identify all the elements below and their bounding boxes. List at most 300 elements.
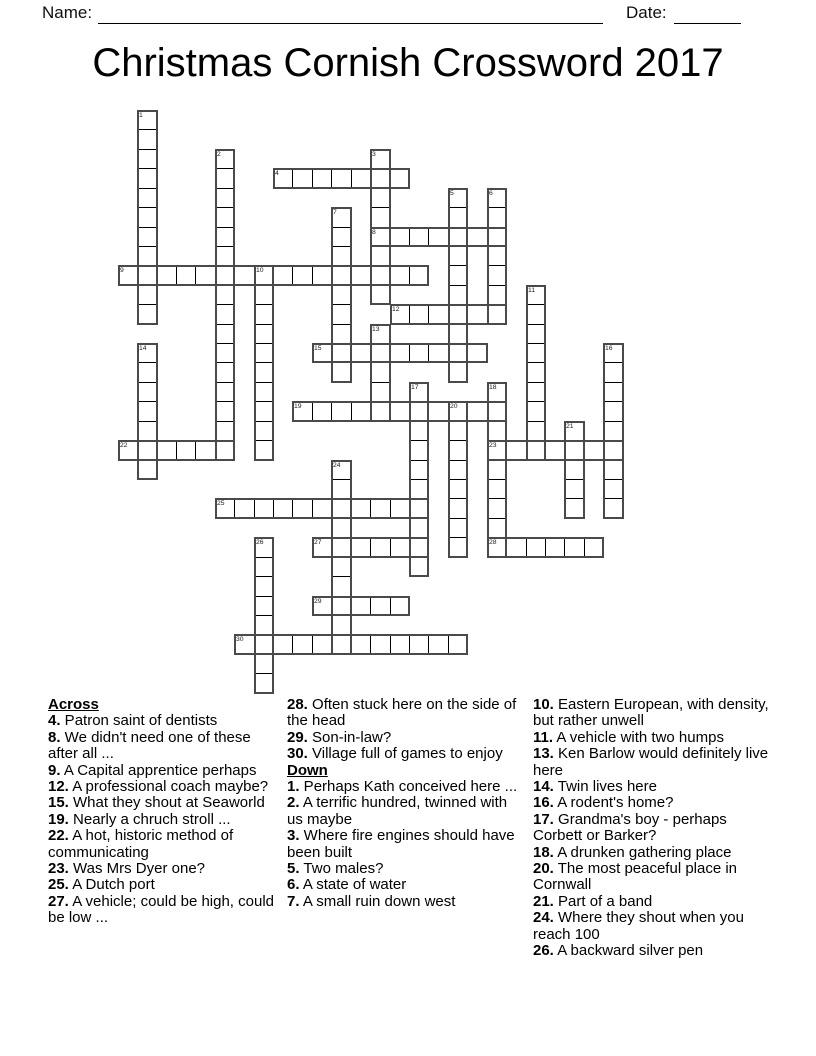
- grid-cell[interactable]: [545, 440, 565, 461]
- clue-number: 17.: [533, 810, 554, 828]
- clue-number: 9.: [48, 761, 61, 779]
- grid-cell[interactable]: [254, 576, 274, 597]
- grid-cell[interactable]: [390, 265, 410, 286]
- grid-cell[interactable]: [118, 265, 138, 286]
- cell-number: 16: [605, 345, 613, 352]
- grid-cell[interactable]: [467, 304, 488, 325]
- grid-cell[interactable]: [137, 362, 158, 383]
- grid-cell[interactable]: [215, 265, 235, 286]
- grid-cell[interactable]: [215, 382, 235, 402]
- grid-cell[interactable]: [312, 401, 332, 422]
- grid-cell[interactable]: [215, 421, 235, 441]
- clue-number: 13.: [533, 745, 554, 763]
- grid-cell[interactable]: [137, 129, 158, 150]
- grid-cell[interactable]: [234, 265, 255, 286]
- grid-cell[interactable]: [564, 479, 585, 499]
- clue-number: 22.: [48, 827, 69, 845]
- grid-cell[interactable]: [370, 401, 391, 422]
- grid-cell[interactable]: [234, 634, 255, 655]
- grid-cell[interactable]: [137, 265, 158, 286]
- grid-cell[interactable]: [428, 634, 449, 655]
- grid-cell[interactable]: [370, 537, 391, 558]
- grid-cell[interactable]: [428, 227, 449, 247]
- grid-cell[interactable]: [312, 168, 332, 189]
- grid-cell[interactable]: [331, 401, 352, 422]
- clue-number: 24.: [533, 909, 554, 927]
- grid-cell[interactable]: [331, 265, 352, 286]
- grid-cell[interactable]: [254, 304, 274, 325]
- grid-cell[interactable]: [137, 421, 158, 441]
- name-label: Name:: [42, 3, 93, 22]
- grid-cell[interactable]: [584, 537, 604, 558]
- clue-across-8: [48, 730, 282, 763]
- grid-cell[interactable]: [448, 227, 468, 247]
- clue-text: Grandma's boy - perhaps Corbett or Barker?: [533, 810, 727, 845]
- grid-cell[interactable]: [448, 343, 468, 363]
- grid-cell[interactable]: [137, 227, 158, 247]
- grid-cell[interactable]: [254, 537, 274, 558]
- grid-cell[interactable]: [487, 518, 507, 538]
- grid-cell[interactable]: [137, 440, 158, 461]
- grid-cell[interactable]: [390, 537, 410, 558]
- cell-number: 17: [411, 384, 419, 391]
- grid-cell[interactable]: [351, 343, 371, 363]
- clue-number: 27.: [48, 892, 69, 910]
- grid-cell[interactable]: [331, 324, 352, 344]
- grid-cell[interactable]: [312, 596, 332, 616]
- clue-number: 1.: [287, 778, 300, 796]
- grid-cell[interactable]: [603, 421, 624, 441]
- grid-cell[interactable]: [254, 421, 274, 441]
- grid-cell[interactable]: [487, 227, 507, 247]
- clue-number: 11.: [533, 728, 554, 746]
- clue-number: 20.: [533, 860, 554, 878]
- grid-cell[interactable]: [448, 421, 468, 441]
- grid-cell[interactable]: [215, 207, 235, 228]
- clue-number: 14.: [533, 778, 554, 796]
- grid-cell[interactable]: [467, 401, 488, 422]
- cell-number: 14: [139, 345, 147, 352]
- cell-number: 19: [294, 403, 302, 410]
- grid-cell[interactable]: [487, 460, 507, 480]
- grid-cell[interactable]: [254, 285, 274, 305]
- grid-cell[interactable]: [254, 324, 274, 344]
- grid-cell[interactable]: [409, 265, 429, 286]
- grid-cell[interactable]: [603, 479, 624, 499]
- grid-cell[interactable]: [254, 673, 274, 694]
- grid-cell[interactable]: [351, 401, 371, 422]
- grid-cell[interactable]: [545, 537, 565, 558]
- grid-cell[interactable]: [331, 304, 352, 325]
- clue-text: A vehicle with two humps: [553, 728, 724, 746]
- grid-cell[interactable]: [215, 304, 235, 325]
- grid-cell[interactable]: [331, 285, 352, 305]
- grid-cell[interactable]: [195, 265, 216, 286]
- grid-cell[interactable]: [215, 149, 235, 169]
- grid-cell[interactable]: [215, 362, 235, 383]
- grid-cell[interactable]: [409, 343, 429, 363]
- grid-cell[interactable]: [351, 596, 371, 616]
- clue-number: 12.: [48, 778, 69, 796]
- grid-cell[interactable]: [448, 207, 468, 228]
- clue-down-6: [287, 877, 521, 893]
- grid-cell[interactable]: [448, 440, 468, 461]
- grid-cell[interactable]: [137, 343, 158, 363]
- down-heading: Down: [287, 761, 328, 779]
- cell-number: 2: [217, 151, 221, 158]
- grid-cell[interactable]: [273, 498, 293, 519]
- grid-cell[interactable]: [390, 343, 410, 363]
- grid-cell[interactable]: [487, 188, 507, 208]
- clue-number: 30.: [287, 745, 308, 763]
- clue-number: 7.: [287, 892, 300, 910]
- clue-across-30: [287, 746, 521, 762]
- clue-number: 25.: [48, 876, 69, 894]
- grid-cell[interactable]: [370, 227, 391, 247]
- grid-cell[interactable]: [312, 537, 332, 558]
- clue-text: Twin lives here: [553, 778, 657, 796]
- date-label: Date:: [626, 3, 667, 22]
- grid-cell[interactable]: [448, 460, 468, 480]
- grid-cell[interactable]: [254, 634, 274, 655]
- clue-text: Part of a band: [553, 892, 653, 910]
- grid-cell[interactable]: [292, 168, 313, 189]
- grid-cell[interactable]: [390, 634, 410, 655]
- grid-cell[interactable]: [254, 596, 274, 616]
- grid-cell[interactable]: [526, 304, 546, 325]
- clue-number: 3.: [287, 827, 300, 845]
- grid-cell[interactable]: [390, 227, 410, 247]
- grid-cell[interactable]: [292, 634, 313, 655]
- grid-cell[interactable]: [254, 440, 274, 461]
- grid-cell[interactable]: [157, 440, 177, 461]
- grid-cell[interactable]: [603, 460, 624, 480]
- grid-cell[interactable]: [215, 440, 235, 461]
- grid-cell[interactable]: [564, 537, 585, 558]
- grid-cell[interactable]: [331, 362, 352, 383]
- grid-cell[interactable]: [215, 246, 235, 266]
- grid-cell[interactable]: [331, 168, 352, 189]
- clue-down-24: [533, 910, 773, 943]
- cell-number: 13: [372, 326, 380, 333]
- grid-cell[interactable]: [448, 324, 468, 344]
- clue-text: The most peaceful place in Cornwall: [533, 860, 738, 894]
- grid-cell[interactable]: [603, 498, 624, 519]
- grid-cell[interactable]: [331, 246, 352, 266]
- grid-cell[interactable]: [370, 168, 391, 189]
- clue-number: 19.: [48, 810, 69, 828]
- grid-cell[interactable]: [390, 168, 410, 189]
- clue-text: Two males?: [299, 860, 384, 878]
- grid-cell[interactable]: [603, 343, 624, 363]
- grid-cell[interactable]: [254, 343, 274, 363]
- grid-cell[interactable]: [526, 362, 546, 383]
- clue-across-15: [48, 795, 282, 811]
- grid-cell[interactable]: [448, 246, 468, 266]
- grid-cell[interactable]: [526, 440, 546, 461]
- grid-cell[interactable]: [390, 498, 410, 519]
- grid-cell[interactable]: [331, 615, 352, 635]
- cell-number: 15: [314, 345, 322, 352]
- grid-cell[interactable]: [273, 634, 293, 655]
- grid-cell[interactable]: [331, 596, 352, 616]
- grid-cell[interactable]: [331, 460, 352, 480]
- clue-down-2: [287, 795, 521, 828]
- grid-cell[interactable]: [487, 265, 507, 286]
- grid-cell[interactable]: [351, 498, 371, 519]
- grid-cell[interactable]: [273, 168, 293, 189]
- grid-cell[interactable]: [351, 634, 371, 655]
- cell-number: 10: [256, 267, 264, 274]
- grid-cell[interactable]: [215, 285, 235, 305]
- grid-cell[interactable]: [234, 498, 255, 519]
- grid-cell[interactable]: [448, 285, 468, 305]
- grid-cell[interactable]: [409, 479, 429, 499]
- grid-cell[interactable]: [526, 324, 546, 344]
- cell-number: 12: [392, 306, 400, 313]
- grid-cell[interactable]: [370, 324, 391, 344]
- grid-cell[interactable]: [118, 440, 138, 461]
- grid-cell[interactable]: [370, 634, 391, 655]
- grid-cell[interactable]: [351, 265, 371, 286]
- grid-cell[interactable]: [487, 246, 507, 266]
- grid-cell[interactable]: [487, 421, 507, 441]
- grid-cell[interactable]: [254, 498, 274, 519]
- grid-cell[interactable]: [370, 149, 391, 169]
- grid-cell[interactable]: [331, 227, 352, 247]
- clue-text: A state of water: [299, 876, 407, 894]
- grid-cell[interactable]: [409, 304, 429, 325]
- grid-cell[interactable]: [526, 421, 546, 441]
- grid-cell[interactable]: [370, 207, 391, 228]
- grid-cell[interactable]: [487, 382, 507, 402]
- grid-cell[interactable]: [448, 401, 468, 422]
- cell-number: 30: [236, 636, 244, 643]
- grid-cell[interactable]: [137, 188, 158, 208]
- cell-number: 1: [139, 112, 143, 119]
- grid-cell[interactable]: [351, 168, 371, 189]
- grid-cell[interactable]: [370, 596, 391, 616]
- clue-text: A Dutch port: [68, 876, 155, 894]
- grid-cell[interactable]: [292, 401, 313, 422]
- grid-cell[interactable]: [331, 343, 352, 363]
- clue-text: A vehicle; could be high, could be low ...: [48, 892, 275, 927]
- grid-cell[interactable]: [254, 401, 274, 422]
- grid-cell[interactable]: [467, 227, 488, 247]
- grid-cell[interactable]: [331, 479, 352, 499]
- grid-cell[interactable]: [564, 460, 585, 480]
- grid-cell[interactable]: [254, 265, 274, 286]
- grid-cell[interactable]: [603, 440, 624, 461]
- grid-cell[interactable]: [487, 207, 507, 228]
- clue-text: A Capital apprentice perhaps: [60, 761, 257, 779]
- grid-cell[interactable]: [409, 440, 429, 461]
- clue-number: 23.: [48, 860, 69, 878]
- grid-cell[interactable]: [331, 498, 352, 519]
- grid-cell[interactable]: [157, 265, 177, 286]
- grid-cell[interactable]: [273, 265, 293, 286]
- grid-cell[interactable]: [428, 304, 449, 325]
- grid-cell[interactable]: [137, 285, 158, 305]
- grid-cell[interactable]: [254, 362, 274, 383]
- grid-cell[interactable]: [331, 518, 352, 538]
- grid-cell[interactable]: [176, 440, 196, 461]
- clue-down-14: [533, 779, 773, 795]
- grid-cell[interactable]: [409, 557, 429, 577]
- grid-cell[interactable]: [254, 615, 274, 635]
- grid-cell[interactable]: [448, 498, 468, 519]
- grid-cell[interactable]: [603, 382, 624, 402]
- grid-cell[interactable]: [487, 401, 507, 422]
- grid-cell[interactable]: [215, 168, 235, 189]
- grid-cell[interactable]: [215, 188, 235, 208]
- clues-column-3: [533, 697, 773, 960]
- grid-cell[interactable]: [331, 207, 352, 228]
- grid-cell[interactable]: [312, 498, 332, 519]
- grid-cell[interactable]: [370, 188, 391, 208]
- clue-down-5: [287, 861, 521, 877]
- grid-cell[interactable]: [370, 498, 391, 519]
- clue-across-28: [287, 697, 521, 730]
- grid-cell[interactable]: [564, 498, 585, 519]
- clue-text: Son-in-law?: [307, 728, 392, 746]
- grid-cell[interactable]: [428, 343, 449, 363]
- grid-cell[interactable]: [312, 265, 332, 286]
- grid-cell[interactable]: [137, 401, 158, 422]
- grid-cell[interactable]: [137, 460, 158, 480]
- grid-cell[interactable]: [487, 498, 507, 519]
- grid-cell[interactable]: [390, 304, 410, 325]
- grid-cell[interactable]: [448, 304, 468, 325]
- grid-cell[interactable]: [487, 304, 507, 325]
- grid-cell[interactable]: [137, 207, 158, 228]
- grid-cell[interactable]: [487, 479, 507, 499]
- clues-column-1: [48, 697, 282, 927]
- grid-cell[interactable]: [409, 634, 429, 655]
- grid-cell[interactable]: [487, 537, 507, 558]
- grid-cell[interactable]: [409, 227, 429, 247]
- grid-cell[interactable]: [137, 168, 158, 189]
- clue-text: Village full of games to enjoy: [307, 745, 503, 763]
- grid-cell[interactable]: [584, 440, 604, 461]
- grid-cell[interactable]: [448, 188, 468, 208]
- grid-cell[interactable]: [448, 265, 468, 286]
- clue-down-16: [533, 795, 773, 811]
- grid-cell[interactable]: [390, 596, 410, 616]
- grid-cell[interactable]: [428, 401, 449, 422]
- grid-cell[interactable]: [370, 382, 391, 402]
- clue-down-18: [533, 845, 773, 861]
- grid-cell[interactable]: [564, 421, 585, 441]
- grid-cell[interactable]: [370, 246, 391, 266]
- grid-cell[interactable]: [254, 654, 274, 674]
- grid-cell[interactable]: [215, 324, 235, 344]
- grid-cell[interactable]: [467, 343, 488, 363]
- clue-text: A professional coach maybe?: [68, 778, 269, 796]
- clue-number: 18.: [533, 843, 554, 861]
- grid-cell[interactable]: [564, 440, 585, 461]
- grid-cell[interactable]: [526, 285, 546, 305]
- clue-across-27: [48, 894, 282, 927]
- grid-cell[interactable]: [448, 479, 468, 499]
- clue-number: 28.: [287, 696, 308, 713]
- cell-number: 24: [333, 462, 341, 469]
- grid-cell[interactable]: [215, 498, 235, 519]
- grid-cell[interactable]: [331, 576, 352, 597]
- grid-cell[interactable]: [448, 518, 468, 538]
- grid-cell[interactable]: [506, 537, 527, 558]
- grid-cell[interactable]: [312, 343, 332, 363]
- grid-cell[interactable]: [215, 401, 235, 422]
- grid-cell[interactable]: [137, 246, 158, 266]
- grid-cell[interactable]: [506, 440, 527, 461]
- grid-cell[interactable]: [487, 440, 507, 461]
- grid-cell[interactable]: [370, 265, 391, 286]
- grid-cell[interactable]: [331, 537, 352, 558]
- cell-number: 6: [489, 190, 493, 197]
- clues-column-2: [287, 697, 521, 910]
- grid-cell[interactable]: [312, 634, 332, 655]
- grid-cell[interactable]: [215, 227, 235, 247]
- grid-cell[interactable]: [409, 537, 429, 558]
- grid-cell[interactable]: [254, 557, 274, 577]
- grid-cell[interactable]: [603, 401, 624, 422]
- grid-cell[interactable]: [409, 498, 429, 519]
- grid-cell[interactable]: [331, 634, 352, 655]
- grid-cell[interactable]: [195, 440, 216, 461]
- grid-cell[interactable]: [331, 557, 352, 577]
- grid-cell[interactable]: [176, 265, 196, 286]
- clue-down-7: [287, 894, 521, 910]
- grid-cell[interactable]: [137, 382, 158, 402]
- grid-cell[interactable]: [292, 265, 313, 286]
- grid-cell[interactable]: [409, 518, 429, 538]
- grid-cell[interactable]: [526, 401, 546, 422]
- grid-cell[interactable]: [370, 343, 391, 363]
- grid-cell[interactable]: [526, 343, 546, 363]
- grid-cell[interactable]: [370, 362, 391, 383]
- clue-text: A drunken gathering place: [553, 843, 732, 861]
- grid-cell[interactable]: [254, 382, 274, 402]
- grid-cell[interactable]: [448, 634, 468, 655]
- clue-down-1: [287, 779, 521, 795]
- grid-cell[interactable]: [137, 304, 158, 325]
- clue-number: 26.: [533, 942, 554, 960]
- grid-cell[interactable]: [409, 382, 429, 402]
- grid-cell[interactable]: [603, 362, 624, 383]
- grid-cell[interactable]: [137, 149, 158, 169]
- grid-cell[interactable]: [351, 537, 371, 558]
- clue-text: Where fire engines should have been built: [287, 827, 515, 861]
- grid-cell[interactable]: [409, 421, 429, 441]
- clue-number: 6.: [287, 876, 300, 894]
- clue-across-25: [48, 877, 282, 893]
- grid-cell[interactable]: [448, 362, 468, 383]
- grid-cell[interactable]: [409, 401, 429, 422]
- grid-cell[interactable]: [390, 401, 410, 422]
- grid-cell[interactable]: [292, 498, 313, 519]
- grid-cell[interactable]: [526, 382, 546, 402]
- grid-cell[interactable]: [487, 285, 507, 305]
- grid-cell[interactable]: [448, 537, 468, 558]
- clue-down-21: [533, 894, 773, 910]
- clue-text: A terrific hundred, twinned with us maybe: [287, 794, 508, 828]
- grid-cell[interactable]: [409, 460, 429, 480]
- grid-cell[interactable]: [137, 110, 158, 130]
- grid-cell[interactable]: [215, 343, 235, 363]
- grid-cell[interactable]: [370, 285, 391, 305]
- grid-cell[interactable]: [526, 537, 546, 558]
